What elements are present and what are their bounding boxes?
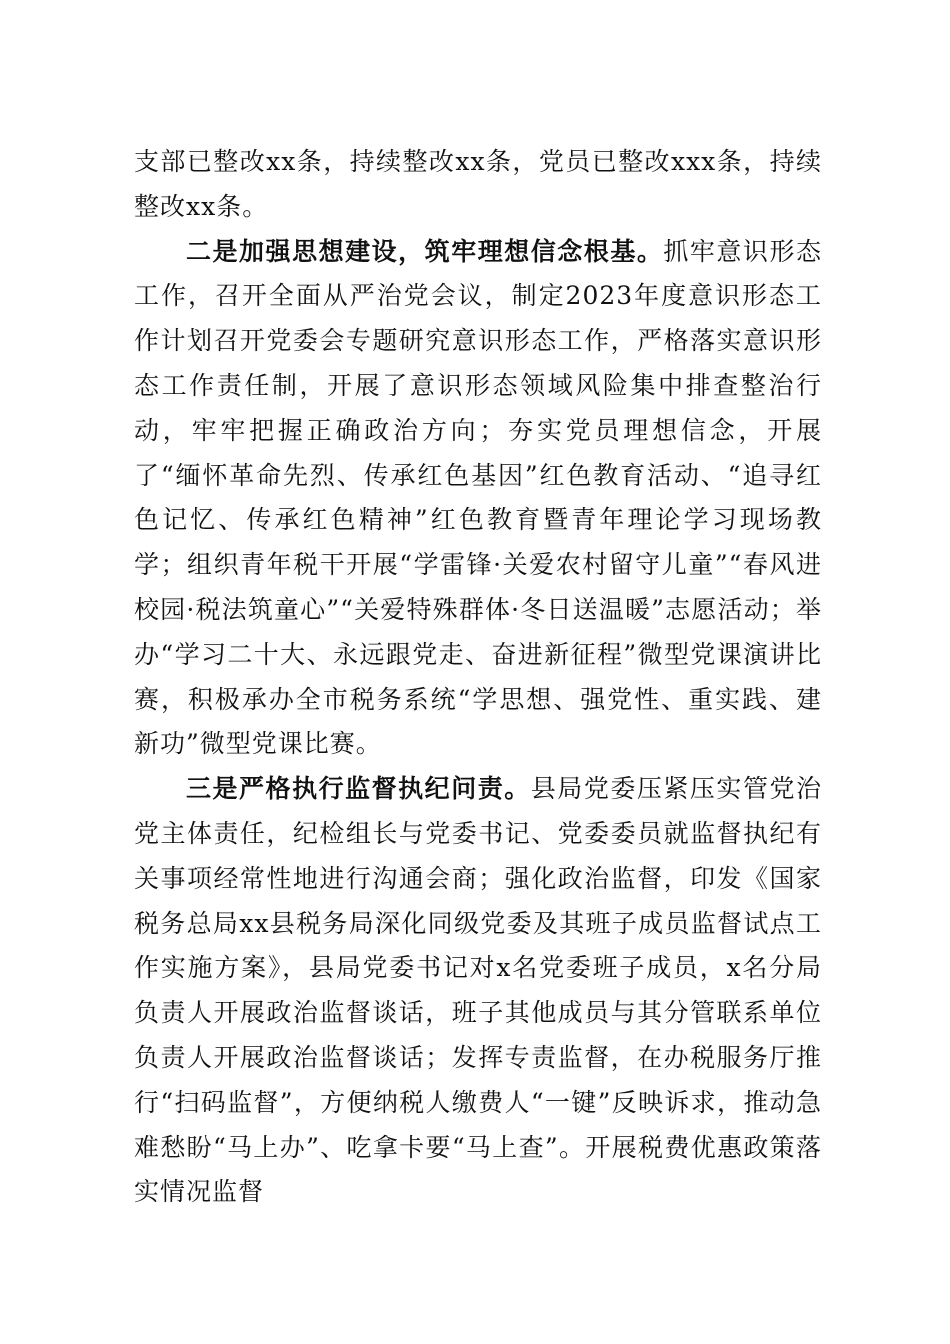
paragraph-1-text: 支部已整改xx条，持续整改xx条，党员已整改xxx条，持续整改xx条。 [134,147,822,221]
paragraph-3-body: 县局党委压紧压实管党治党主体责任，纪检组长与党委书记、党委委员就监督执纪有关事项经常性地进行沟通会商；强化政治监督，印发《国家税务总局xx县税务局深化同级党委及其班子成员监督试点工作实施方案》，县局党委书记对x名党委班子成员，x名分局负责人开展政治监督谈话，班子其他成员与其分管联系单位负责人开展政治监督谈话；发挥专责监督，在办税服务厅推行“扫码监督”，方便纳税人缴费人“一键”反映诉求，推动急难愁盼“马上办”、吃拿卡要“马上查”。开展税费优惠政策落实情况监督 [134,774,822,1207]
paragraph-2-heading: 二是加强思想建设，筑牢理想信念根基。 [186,236,664,266]
paragraph-1 [134,140,822,230]
paragraph-2 [134,230,822,768]
paragraph-3 [134,767,822,1215]
document-body [134,140,822,1215]
paragraph-2-body: 抓牢意识形态工作，召开全面从严治党会议，制定2023年度意识形态工作计划召开党委会专题研究意识形态工作，严格落实意识形态工作责任制，开展了意识形态领域风险集中排查整治行动，牢牢把握正确政治方向；夯实党员理想信念，开展了“缅怀革命先烈、传承红色基因”红色教育活动、“追寻红色记忆、传承红色精神”红色教育暨青年理论学习现场教学；组织青年税干开展“学雷锋·关爱农村留守儿童”“春风进校园·税法筑童心”“关爱特殊群体·冬日送温暖”志愿活动；举办“学习二十大、永远跟党走、奋进新征程”微型党课演讲比赛，积极承办全市税务系统“学思想、强党性、重实践、建新功”微型党课比赛。 [134,236,822,759]
paragraph-3-heading: 三是严格执行监督执纪问责。 [186,774,531,804]
